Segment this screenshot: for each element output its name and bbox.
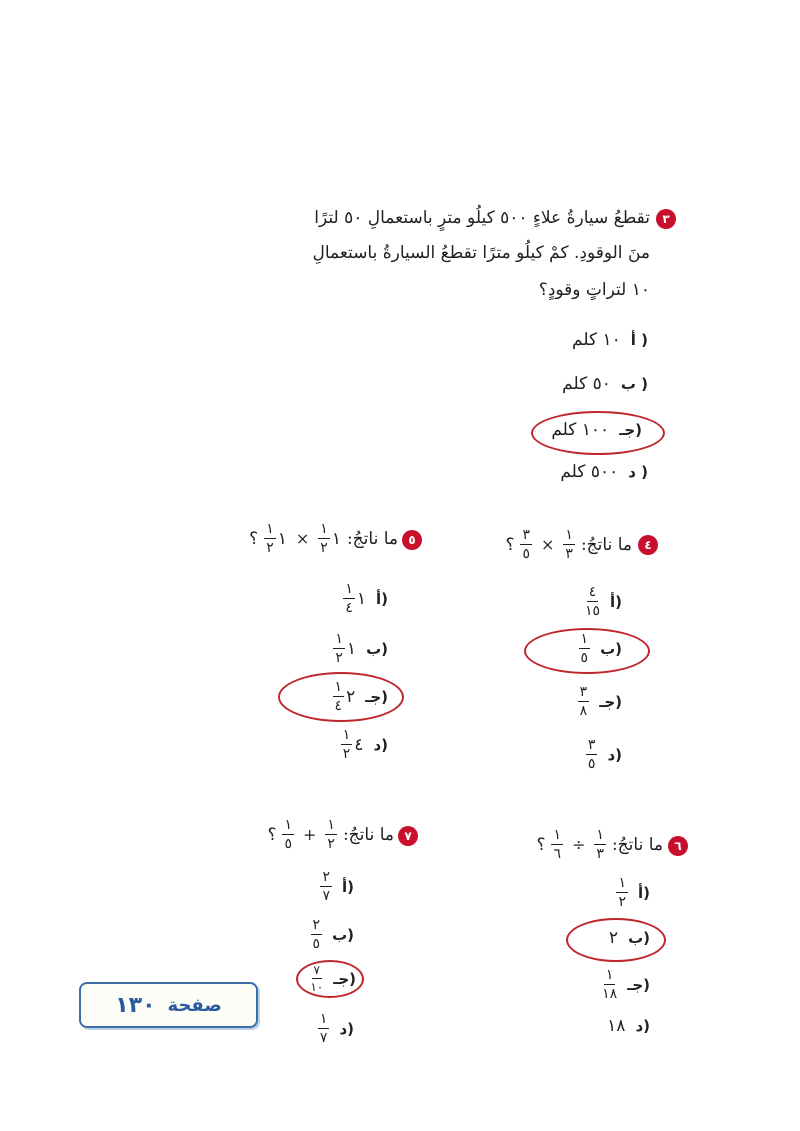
option-letter: د) — [339, 1019, 354, 1038]
page-number-badge — [79, 982, 258, 1028]
option-letter: أ ) — [630, 331, 648, 349]
option-value: ٢ — [608, 928, 619, 948]
question-7-option-c[interactable] — [310, 964, 356, 993]
question-7-prompt — [267, 818, 394, 851]
option-letter: د ) — [628, 463, 648, 481]
question-7-number: ٧ — [398, 826, 418, 846]
option-mixed: ٤ $\frac{١}{٢}$ — [342, 727, 364, 762]
question-4-number: ٤ — [638, 535, 658, 555]
question-3-option-d[interactable] — [560, 462, 648, 482]
question-3-option-a[interactable] — [572, 330, 648, 350]
option-fraction: $\frac{٢}{٧}$ — [322, 869, 330, 904]
fraction: $\frac{١}{٣}$ — [596, 827, 604, 862]
question-3-line-3: ١٠ لتراتٍ وقودٍ؟ — [538, 280, 650, 300]
question-4-prompt — [505, 528, 632, 561]
option-mixed: ١ $\frac{١}{٤}$ — [345, 581, 366, 616]
question-6-prompt — [536, 828, 663, 861]
operator: × — [541, 535, 555, 554]
option-mixed: ١ $\frac{١}{٢}$ — [335, 631, 357, 666]
option-fraction: $\frac{٧}{١٠}$ — [310, 963, 324, 994]
question-7-option-a[interactable] — [320, 870, 354, 903]
mixed-number: ١ $\frac{١}{٢}$ — [266, 521, 287, 556]
question-7-option-b[interactable] — [311, 918, 354, 951]
option-letter: ب) — [332, 925, 354, 944]
page-label: صفحة — [167, 994, 222, 1016]
question-3-number: ٣ — [656, 209, 676, 229]
option-value: ١٨ — [607, 1016, 626, 1036]
question-3-line-2: منَ الوقودِ. كمْ كيلُو مترًا تقطعُ السيارةُ باستعمالِ — [312, 243, 650, 263]
question-mark: ؟ — [536, 834, 546, 855]
option-letter: جـ) — [619, 421, 642, 439]
option-letter: جـ) — [599, 692, 622, 711]
question-5-option-a[interactable] — [343, 582, 388, 615]
question-5-option-d[interactable] — [341, 728, 388, 761]
question-6-option-d[interactable] — [607, 1016, 650, 1036]
option-fraction: $\frac{١}{١٨}$ — [602, 967, 618, 1002]
prompt-text: ما ناتجُ: — [580, 534, 632, 555]
prompt-text: ما ناتجُ: — [611, 834, 663, 855]
option-value: ٥٠ كلم — [562, 374, 611, 394]
page-number: ١٣٠ — [115, 992, 156, 1018]
question-3-option-c[interactable] — [551, 420, 642, 440]
fraction: $\frac{١}{٦}$ — [553, 827, 562, 862]
option-fraction: $\frac{٢}{٥}$ — [312, 917, 321, 952]
question-7-option-d[interactable] — [318, 1012, 354, 1045]
question-mark: ؟ — [505, 534, 515, 555]
option-fraction: $\frac{٣}{٥}$ — [587, 737, 596, 772]
question-5-prompt — [249, 522, 398, 555]
option-fraction: $\frac{١}{٢}$ — [618, 875, 626, 910]
option-letter: ب) — [628, 929, 650, 947]
option-fraction: $\frac{١}{٥}$ — [580, 631, 589, 666]
question-mark: ؟ — [249, 528, 259, 549]
fraction: $\frac{١}{٢}$ — [327, 817, 335, 852]
question-4-option-c[interactable] — [578, 685, 622, 718]
option-fraction: $\frac{١}{٧}$ — [319, 1011, 328, 1046]
option-letter: د) — [607, 745, 622, 764]
fraction: $\frac{١}{٣}$ — [565, 527, 573, 562]
question-6-option-b[interactable] — [609, 928, 650, 948]
option-letter: جـ) — [333, 969, 356, 988]
option-fraction: $\frac{٤}{١٥}$ — [584, 584, 600, 619]
question-4-option-d[interactable] — [586, 738, 622, 771]
option-letter: جـ) — [627, 975, 650, 994]
option-letter: أ) — [609, 592, 622, 611]
operator: × — [295, 529, 310, 548]
prompt-text: ما ناتجُ: — [346, 528, 398, 549]
question-4-option-b[interactable] — [579, 632, 622, 665]
question-5-option-c[interactable] — [333, 680, 388, 713]
question-6-option-a[interactable] — [616, 876, 650, 909]
mixed-number: ١ $\frac{١}{٢}$ — [320, 521, 341, 556]
option-value: ١٠٠ كلم — [551, 420, 610, 440]
prompt-text: ما ناتجُ: — [342, 824, 394, 845]
question-4-option-a[interactable] — [585, 585, 622, 618]
option-letter: د) — [373, 735, 388, 754]
option-letter: ب) — [600, 639, 622, 658]
operator: ÷ — [572, 835, 586, 854]
question-5-option-b[interactable] — [333, 632, 388, 665]
question-mark: ؟ — [267, 824, 277, 845]
question-3-option-b[interactable] — [562, 374, 648, 394]
option-mixed: ٢ $\frac{١}{٤}$ — [334, 679, 356, 714]
option-letter: د) — [635, 1017, 650, 1035]
fraction: $\frac{١}{٥}$ — [284, 817, 293, 852]
option-letter: جـ) — [365, 687, 388, 706]
option-fraction: $\frac{٣}{٨}$ — [579, 684, 588, 719]
option-letter: أ) — [341, 877, 354, 896]
fraction: $\frac{٣}{٥}$ — [522, 527, 531, 562]
operator: + — [303, 825, 317, 844]
question-6-number: ٦ — [668, 836, 688, 856]
option-letter: أ) — [637, 883, 650, 902]
option-letter: ب) — [366, 639, 388, 658]
option-letter: أ) — [375, 589, 388, 608]
question-6-option-c[interactable] — [602, 968, 650, 1001]
question-5-number: ٥ — [402, 530, 422, 550]
option-value: ٥٠٠ كلم — [560, 462, 619, 482]
question-3-line-1: تقطعُ سيارةُ علاءٍ ٥٠٠ كيلُو مترٍ باستعمالِ ٥٠ لترًا — [314, 208, 650, 228]
option-value: ١٠ كلم — [572, 330, 621, 350]
option-letter: ب ) — [620, 375, 648, 393]
